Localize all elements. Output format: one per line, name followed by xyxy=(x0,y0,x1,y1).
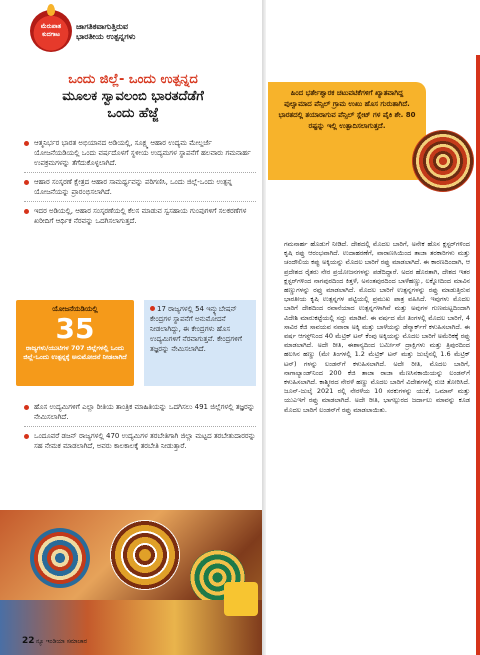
footer-brand: ನ್ಯೂ ಇಂಡಿಯಾ ಸಮಾಚಾರ xyxy=(36,638,88,645)
page-number: 22 xyxy=(22,636,35,646)
article-body: ಗಮನಾರ್ಹ ಹೊಡುಗೆ ನೀಡಿದೆ. ದೇಶದಲ್ಲಿ ಮೊದಲ ಬಾರಿಗೆ, ಅನೇಕ ಹೊಸ ಕ್ಲಸ್ಟರ್‌ಗಳಿಂದ ಕೃಷಿ ರಫ್ತು ಆರಂಭವಾಗಿದೆ. ಉದಾಹರಣೆಗೆ, ವಾರಾಣಸಿಯಿಂದ ತಾಜಾ ತರಕಾರಿಗಳು ಮತ್ತು ಚಂದೌಲಿಯ ಕಪ್ಪು ಅಕ್ಕಿಯನ್ನು ಮೊದಲ ಬಾರಿಗೆ ರಫ್ತು ಮಾಡಲಾಗಿದೆ. ಈ ಕಾರಣದಿಂದಾಗಿ, ಆ ಪ್ರದೇಶದ ರೈತರು ನೇರ ಪ್ರಯೋಜನಗಳನ್ನು ಪಡೆದಿದ್ದಾರೆ. ಅದರ ಹೊರತಾಗಿ, ದೇಶದ ಇತರ ಕ್ಲಸ್ಟರ್‌ಗಳಿಂದ ನಾಗಪುರದಿಂದ ಕಿತ್ತಳೆ, ಅನಂತಪುರದಿಂದ ಬಾಳೆಹಣ್ಣು, ಲಕ್ನೋದಿಂದ ಮಾವಿನ ಹಣ್ಣುಗಳನ್ನು ರಫ್ತು ಮಾಡಲಾಗಿದೆ. ಮೊದಲ ಬಾರಿಗೆ ಉತ್ಪನ್ನಗಳನ್ನು ರಫ್ತು ಮಾಡುತ್ತಿರುವ ಭಾರತೀಯ ಕೃಷಿ ಉತ್ಪನ್ನಗಳ ಪಟ್ಟಿಯಲ್ಲಿ ಪ್ರಮುಖ ಪಾತ್ರ ವಹಿಸಿದೆ. ಇವುಗಳು ಮೊದಲ ಬಾರಿಗೆ ದೇಶದಿಂದ ರವಾನೆಯಾದ ಉತ್ಪನ್ನಗಳಾಗಿವೆ ಮತ್ತು ಅವುಗಳ ಗುಣಮಟ್ಟದಿಂದಾಗಿ ವಿದೇಶಿ ಮಾರುಕಟ್ಟೆಯಲ್ಲಿ ಸದ್ದು ಮಾಡಿವೆ. ಈ ವರ್ಷದ ಮೇ ತಿಂಗಳಲ್ಲಿ ಮೊದಲ ಬಾರಿಗೆ, 4 ಸಾವಿರ ಕೆಜಿ ಸಾವಯವ ನವಾರಾ ಅಕ್ಕಿ ಮತ್ತು ಬಾಳೆಯನ್ನು ಡೆನ್ಮಾರ್ಕ್‌ಗೆ ಕಳುಹಿಸಲಾಗಿದೆ. ಈ ವರ್ಷ ಆಗಸ್ಟ್‌ನಿಂದ 40 ಮೆಟ್ರಿಕ್ ಟನ್ ಕೆಂಪು ಅಕ್ಕಿಯನ್ನು ಮೊದಲ ಬಾರಿಗೆ ಅಮೆರಿಕಕ್ಕೆ ರಫ್ತು ಮಾಡಲಾಗಿದೆ. ಅದೇ ರೀತಿ, ಈಶಾನ್ಯದಿಂದ ಬರ್ಮೀಸ್ ದ್ರಾಕ್ಷಿಗಳು ಮತ್ತು ತ್ರಿಪುರದಿಂದ ಹಲಸಿನ ಹಣ್ಣು (ಮೇ ತಿಂಗಳಲ್ಲಿ 1.2 ಮೆಟ್ರಿಕ್ ಟನ್ ಮತ್ತು ಜುಲೈನಲ್ಲಿ 1.6 ಮೆಟ್ರಿಕ್ ಟನ್) ಗಳನ್ನು ಲಂಡನ್‌ಗೆ ಕಳುಹಿಸಲಾಗಿದೆ. ಅದೇ ರೀತಿ, ಮೊದಲ ಬಾರಿಗೆ, ನಾಗಾಲ್ಯಾಂಡ್‌ನಿಂದ 200 ಕೆಜಿ ತಾಜಾ ರಾಜಾ ಮೆಣಸಿನಕಾಯಿಯನ್ನು ಲಂಡನ್‌ಗೆ ಕಳುಹಿಸಲಾಗಿದೆ. ಕಾಶ್ಮೀರದ ನೇರಳೆ ಹಣ್ಣು ಮೊದಲ ಬಾರಿಗೆ ವಿದೇಶಗಳಲ್ಲಿ ರುಚಿ ತೋರಿಸಿದೆ. ಜೂನ್-ಜುಲೈ 2021 ರಲ್ಲಿ ನೇರಳೆಯ 10 ಸರಕುಗಳನ್ನು ಯುಕೆ, ಒಮಾನ್ ಮತ್ತು ಯುಎಇಗೆ ರಫ್ತು ಮಾಡಲಾಗಿದೆ. ಅದೇ ರೀತಿ, ಭಾಗಲ್ಪುರದ ಜರ್ದಾಲು ಮಾವನ್ನು ಕೂಡ ಮೊದಲ ಬಾರಿಗೆ ಲಂಡನ್‌ಗೆ ರಫ್ತು ಮಾಡಲಾಯಿತು. xyxy=(284,240,470,414)
woven-basket xyxy=(110,520,180,590)
bullet-dot-icon xyxy=(150,306,155,311)
pencil-village-callout: ಹಿಂದ ಭರ್ತೇಶ್ವಾರಕ ಚಟುವಟಿಕೆಗಳಿಗೆ ಖ್ಯಾತವಾಗಿದ್ದ ಪುಲ್ವಾಮಾದ ಪೆನ್ಸಿಲ್ ಗ್ರಾಮ ಉಖು ಹೊಸ ಗುರುತಾಗಿದೆ. ಭಾರತದಲ್ಲಿ ತಯಾರಾಗುವ ಪೆನ್ಸಿಲ್ ಸ್ಲೇಟ್ ಗಳ ಪೈಕಿ ಶೇ. 80 ರಷ್ಟನ್ನು ಇಲ್ಲಿ ಉತ್ಪಾದಿಸಲಾಗುತ್ತದೆ. xyxy=(268,82,426,180)
incubation-box xyxy=(144,300,256,386)
embroidered-plate xyxy=(30,528,90,588)
bullets-top xyxy=(24,138,256,230)
brand-line1: ಜಾಗತಿಕವಾಗುತ್ತಿರುವ xyxy=(76,22,129,31)
stat-box xyxy=(16,300,134,386)
stat-number: 35 xyxy=(55,312,95,345)
toy-icon xyxy=(224,582,258,616)
bullet-item: ಹೊಸ ಉದ್ಯಮಿಗಳಿಗೆ ಎಲ್ಲಾ ರೀತಿಯ ತಾಂತ್ರಿಕ ಮಾಹಿತಿಯನ್ನು ಒದಗಿಸಲು 491 ಜಿಲ್ಲೆಗಳಲ್ಲಿ ತಜ್ಞರನ್ನು ನೇಮಿಸಲಾಗಿದೆ. xyxy=(24,402,256,422)
headline xyxy=(18,72,248,122)
flame-icon xyxy=(47,4,55,16)
handicraft-photo xyxy=(0,510,262,655)
stat-description: ರಾಜ್ಯಗಳು/ಯುಟಿಗಳ 707 ಜಿಲ್ಲೆಗಳಲ್ಲಿ ಒಂದು ಜಿಲ್ಲೆ-ಒಂದು ಉತ್ಪನ್ನಕ್ಕೆ ಅನುಮೋದನೆ ನೀಡಲಾಗಿದೆ xyxy=(23,344,127,361)
bullet-item: ಇದರ ಅಡಿಯಲ್ಲಿ, ಆಹಾರ ಸಂಸ್ಕರಣೆಯಲ್ಲಿ ಕೆಲಸ ಮಾಡುವ ಸ್ವಸಹಾಯ ಗುಂಪುಗಳಿಗೆ ಸಲಕರಣೆಗಳ ಖರೀದಿಗೆ ಆರ್ಥಿಕ ನೆರವನ್ನು ಒದಗಿಸಲಾಗುತ್ತದೆ. xyxy=(24,206,256,226)
market-stall xyxy=(0,600,262,655)
divider xyxy=(24,201,256,202)
brand-line2: ಭಾರತೀಯ ಉತ್ಪನ್ನಗಳು xyxy=(76,32,136,41)
bullet-item: ಆಹಾರ ಸಂಸ್ಕರಣೆ ಕ್ಷೇತ್ರದ ಆಹಾರ ಸಾಮರ್ಥ್ಯವನ್ನು ಪರಿಗಣಿಸಿ, ಒಂದು ಜಿಲ್ಲೆ-ಒಂದು ಉತ್ಪನ್ನ ಯೋಜನೆಯನ್ನು ಪ್ರಾರಂಭಿಸಲಾಗಿದೆ. xyxy=(24,177,256,197)
divider xyxy=(24,172,256,173)
headline-line2: ಮೂಲಕ ಸ್ವಾವಲಂಬಿ ಭಾರತದೆಡೆಗೆ xyxy=(62,89,204,104)
magazine-logo xyxy=(30,10,72,52)
right-page xyxy=(266,0,480,655)
bullet-item: ಒಂದೂವರೆ ಡಜನ್ ರಾಜ್ಯಗಳಲ್ಲಿ 470 ಉದ್ಯಮಿಗಳ ತರಬೇತಿಗಾಗಿ ಜಿಲ್ಲಾ ಮಟ್ಟದ ತರಬೇತುದಾರರನ್ನು ಸಹ ನೇಮಕ ಮಾಡಲಾಗಿದೆ, ಅವರು ಕಾಲಕಾಲಕ್ಕೆ ತರಬೇತಿ ನೀಡುತ್ತಾರೆ. xyxy=(24,431,256,451)
section-brand xyxy=(76,22,135,42)
logo-text-line1: ಮೆರುಪಾತ xyxy=(40,23,62,30)
incubation-text: 17 ರಾಜ್ಯಗಳಲ್ಲಿ 54 ಇನ್ಕ್ಯುಬೇಷನ್ ಕೇಂದ್ರಗಳ ಸ್ಥಾಪನೆಗೆ ಅನುಮೋದನೆ ನೀಡಲಾಗಿದ್ದು, ಈ ಕೇಂದ್ರಗಳು ಹೊಸ ಉದ್ಯಮಿಗಳಿಗೆ ನೆರವಾಗುತ್ತವೆ. ಕೇಂದ್ರಗಳಿಗೆ ತಜ್ಞರನ್ನು ನೇಮಿಸಲಾಗಿದೆ. xyxy=(150,305,242,353)
headline-line1: ಒಂದು ಜಿಲ್ಲೆ- ಒಂದು ಉತ್ಪನ್ನದ xyxy=(68,72,198,87)
logo-text-line2: ಕುದಗಾಟ xyxy=(42,31,60,38)
bullets-bottom xyxy=(24,402,256,455)
divider xyxy=(24,426,256,427)
kashmiri-scarf-photo xyxy=(412,130,474,192)
stat-label: ಯೋಜನೆಯಡಿಯಲ್ಲಿ xyxy=(52,305,98,313)
bullet-item: ಆತ್ಮನಿರ್ಭರ ಭಾರತ ಅಭಿಯಾನದ ಅಡಿಯಲ್ಲಿ, ಸೂಕ್ಷ್ಮ ಆಹಾರ ಉದ್ಯಮ ಮೇಲ್ದರ್ಜೆ ಯೋಜನೆಯಡಿಯಲ್ಲಿ ಒಂದು ವರ್ಷದೊಳಗೆ ಸ್ಥಳೀಯ ಉದ್ಯಮಗಳ ಸ್ಥಾಪನೆಗೆ ಹಲವಾರು ಗಮನಾರ್ಹ ಉಪಕ್ರಮಗಳನ್ನು ತೆಗೆದುಕೊಳ್ಳಲಾಗಿದೆ. xyxy=(24,138,256,168)
accent-bar xyxy=(476,55,480,655)
headline-line3: ಒಂದು ಹೆಜ್ಜೆ xyxy=(107,106,159,121)
